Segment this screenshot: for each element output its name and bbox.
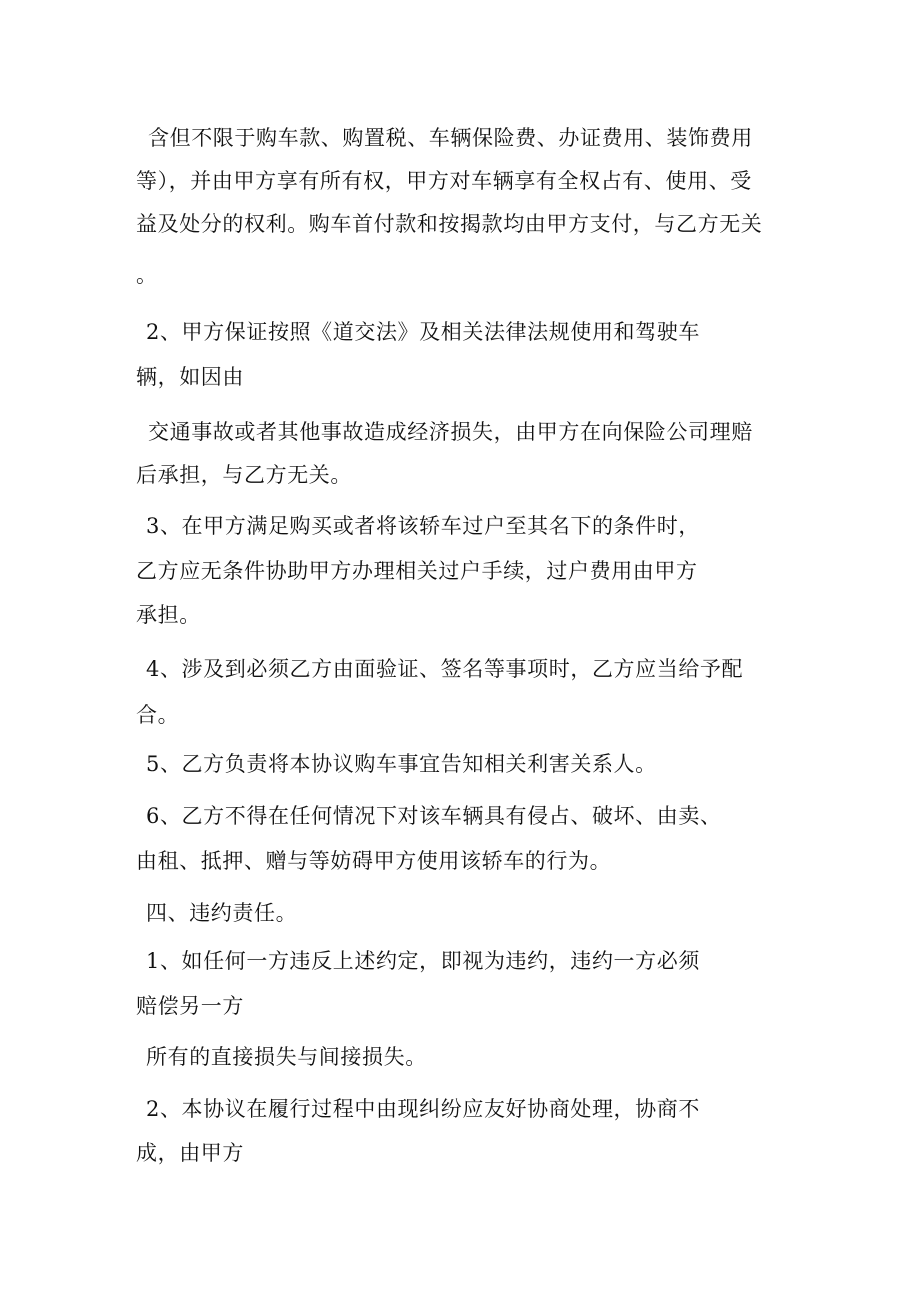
text-line: 交通事故或者其他事故造成经济损失，由甲方在向保险公司理赔 bbox=[148, 420, 753, 444]
text-line: 4、涉及到必须乙方由面验证、签名等事项时，乙方应当给予配 bbox=[146, 657, 744, 681]
text-line: 含但不限于购车款、购置税、车辆保险费、办证费用、装饰费用 bbox=[148, 126, 753, 150]
text-line: 成，由甲方 bbox=[136, 1141, 244, 1165]
text-line: 承担。 bbox=[136, 603, 201, 627]
text-line: 等），并由甲方享有所有权，甲方对车辆享有全权占有、使用、受 bbox=[136, 169, 752, 193]
text-line: 后承担，与乙方无关。 bbox=[136, 463, 352, 487]
text-line: 由租、抵押、赠与等妨碍甲方使用该轿车的行为。 bbox=[136, 849, 612, 873]
text-line: 2、甲方保证按照《道交法》及相关法律法规使用和驾驶车 bbox=[146, 320, 700, 344]
text-line: 2、本协议在履行过程中由现纠纷应友好协商处理，协商不 bbox=[146, 1097, 700, 1121]
text-line: 乙方应无条件协助甲方办理相关过户手续，过户费用由甲方 bbox=[136, 559, 698, 583]
text-line: 3、在甲方满足购买或者将该轿车过户至其名下的条件时， bbox=[146, 514, 700, 538]
text-line: 6、乙方不得在任何情况下对该车辆具有侵占、破坏、由卖、 bbox=[146, 804, 722, 828]
text-line: 赔偿另一方 bbox=[136, 994, 244, 1018]
text-line: 5、乙方负责将本协议购车事宜告知相关利害关系人。 bbox=[146, 752, 657, 776]
text-line: 辆，如因由 bbox=[136, 365, 244, 389]
text-line: 合。 bbox=[136, 703, 180, 727]
text-line: 益及处分的权利。购车首付款和按揭款均由甲方支付，与乙方无关 bbox=[136, 212, 763, 236]
text-line: 。 bbox=[136, 263, 158, 287]
text-line: 1、如任何一方违反上述约定，即视为违约，违约一方必须 bbox=[146, 949, 700, 973]
text-line: 四、违约责任。 bbox=[146, 901, 298, 925]
text-line: 所有的直接损失与间接损失。 bbox=[146, 1045, 427, 1069]
